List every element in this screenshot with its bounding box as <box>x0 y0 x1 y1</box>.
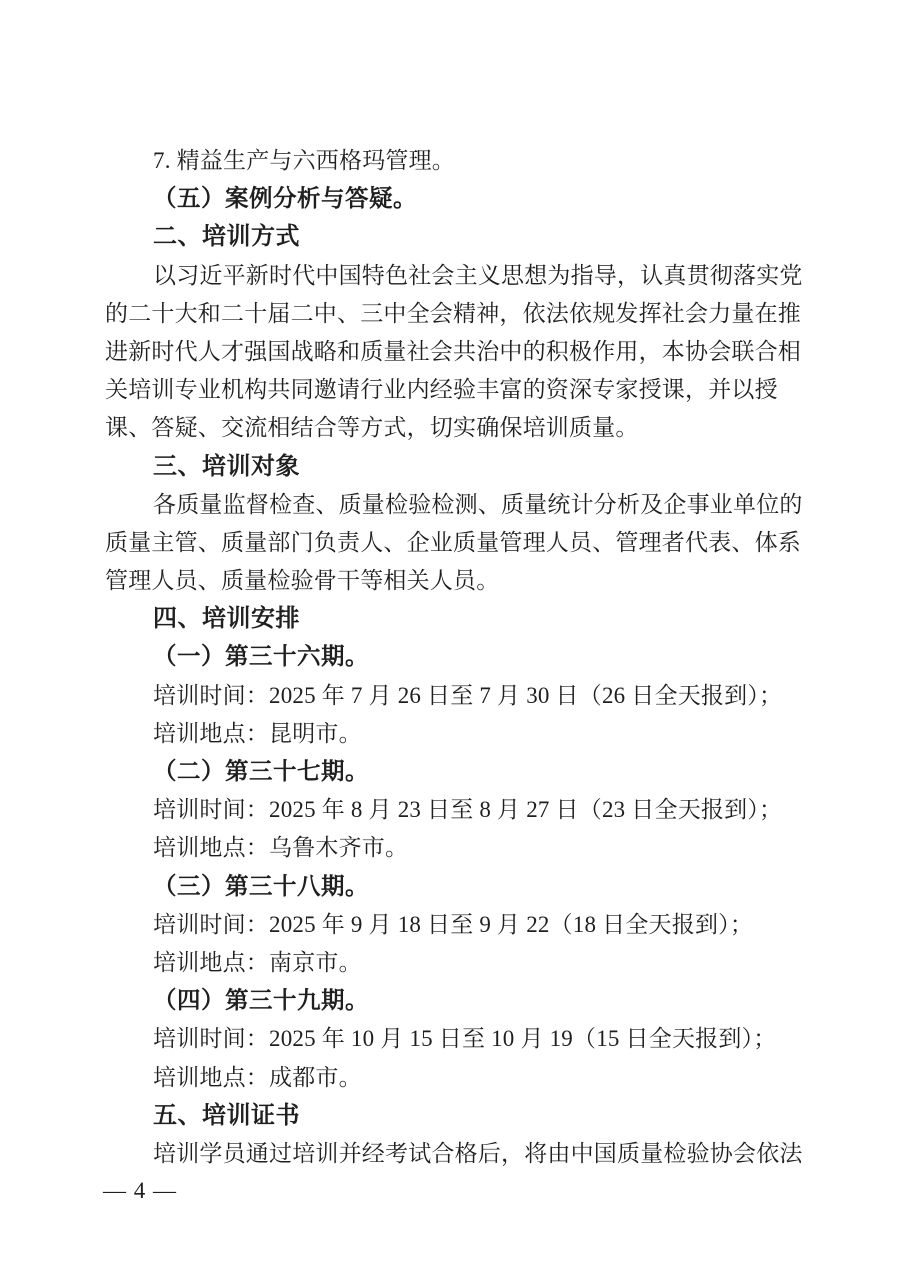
sub-heading: （三）第三十八期。 <box>153 873 369 900</box>
text-line: 的二十大和二十届二中、三中全会精神，依法依规发挥社会力量在推 <box>105 300 801 326</box>
text-line: 培训学员通过培训并经考试合格后，将由中国质量检验协会依法 <box>153 1140 803 1166</box>
text-line: 课、答疑、交流相结合等方式，切实确保培训质量。 <box>105 415 639 441</box>
text-line: 培训地点：乌鲁木齐市。 <box>153 835 409 861</box>
section-heading: 五、培训证书 <box>153 1101 300 1129</box>
sub-heading: （二）第三十七期。 <box>153 759 369 785</box>
text-line: 7. 精益生产与六西格玛管理。 <box>153 148 455 173</box>
text-line: 培训时间：2025 年 9 月 18 日至 9 月 22（18 日全天报到）； <box>153 911 754 937</box>
text-line: 以习近平新时代中国特色社会主义思想为指导，认真贯彻落实党 <box>153 262 803 288</box>
sub-heading: （一）第三十六期。 <box>153 644 369 671</box>
text-line: 各质量监督检查、质量检验检测、质量统计分析及企事业单位的 <box>153 491 803 517</box>
section-heading: 二、培训方式 <box>153 223 300 251</box>
text-line: 培训时间：2025 年 8 月 23 日至 8 月 27 日（23 日全天报到）； <box>153 797 783 823</box>
text-line: 质量主管、质量部门负责人、企业质量管理人员、管理者代表、体系 <box>105 529 801 555</box>
text-line: 培训时间：2025 年 7 月 26 日至 7 月 30 日（26 日全天报到）； <box>153 682 783 708</box>
page-number: — 4 — <box>103 1178 177 1203</box>
text-line: 关培训专业机构共同邀请行业内经验丰富的资深专家授课，并以授 <box>105 377 778 403</box>
text-line: 管理人员、质量检验骨干等相关人员。 <box>105 568 500 594</box>
section-heading: 三、培训对象 <box>153 452 300 480</box>
text-line: 培训地点：昆明市。 <box>153 720 362 746</box>
text-line: 培训时间：2025 年 10 月 15 日至 10 月 19（15 日全天报到）； <box>153 1026 777 1052</box>
sub-heading: （五）案例分析与答疑。 <box>153 186 417 213</box>
text-line: 进新时代人才强国战略和质量社会共治中的积极作用，本协会联合相 <box>105 338 801 364</box>
text-line: 培训地点：南京市。 <box>153 949 362 975</box>
document-content <box>105 142 805 1173</box>
text-line: 培训地点：成都市。 <box>153 1064 362 1090</box>
sub-heading: （四）第三十九期。 <box>153 988 369 1015</box>
section-heading: 四、培训安排 <box>153 605 300 633</box>
